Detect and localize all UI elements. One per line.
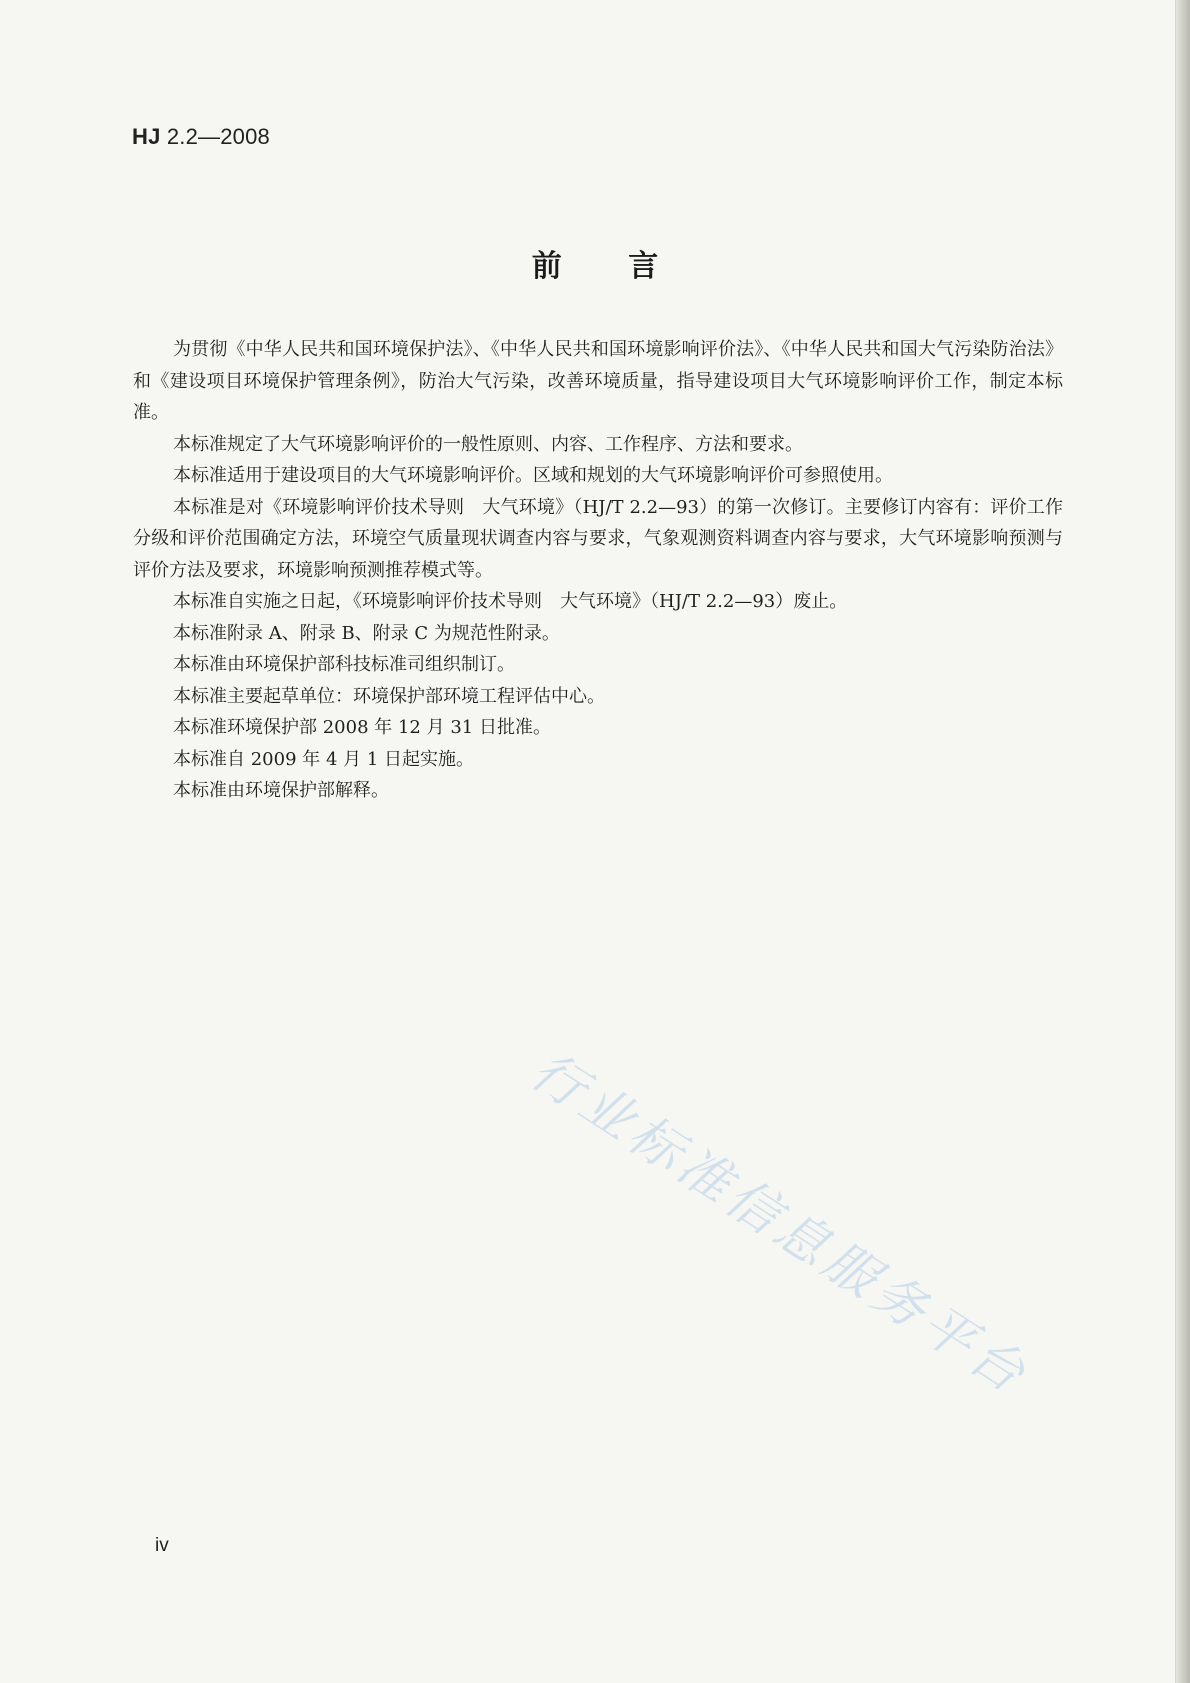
- paragraph: 本标准由环境保护部科技标准司组织制订。: [173, 654, 515, 675]
- page-number: iv: [155, 1535, 169, 1556]
- paragraph: 本标准是对《环境影响评价技术导则 大气环境》（HJ/T 2.2—93）的第一次修订。主要修订内容有：评价工作分级和评价范围确定方法，环境空气质量现状调查内容与要求，气象观测资料调查内容与要求，大气环境影响预测与评价方法及要求，环境影响预测推荐模式等。: [133, 496, 1063, 581]
- paragraph: 本标准规定了大气环境影响评价的一般性原则、内容、工作程序、方法和要求。: [173, 433, 803, 455]
- paragraph: 本标准由环境保护部解释。: [173, 780, 389, 801]
- document-code-number: 2.2—2008: [166, 124, 270, 149]
- watermark: 行业标准信息服务平台: [520, 1040, 1040, 1408]
- paragraph: 本标准附录 A、附录 B、附录 C 为规范性附录。: [173, 622, 560, 644]
- section-title: 前 言: [531, 249, 687, 284]
- paragraph: 本标准环境保护部 2008 年 12 月 31 日批准。: [173, 717, 551, 738]
- paragraph: 本标准主要起草单位：环境保护部环境工程评估中心。: [173, 685, 605, 707]
- foreword-body: [133, 334, 1063, 807]
- paragraph: 为贯彻《中华人民共和国环境保护法》、《中华人民共和国环境影响评价法》、《中华人民共和国大气污染防治法》和《建设项目环境保护管理条例》，防治大气污染，改善环境质量，指导建设项目大气环境影响评价工作，制定本标准。: [133, 339, 1063, 423]
- paragraph: 本标准自 2009 年 4 月 1 日起实施。: [173, 748, 475, 770]
- paragraph: 本标准自实施之日起，《环境影响评价技术导则 大气环境》（HJ/T 2.2—93）废止。: [173, 591, 848, 612]
- document-code: [132, 124, 270, 150]
- document-code-prefix: HJ: [132, 124, 161, 149]
- paragraph: 本标准适用于建设项目的大气环境影响评价。区域和规划的大气环境影响评价可参照使用。: [173, 465, 893, 486]
